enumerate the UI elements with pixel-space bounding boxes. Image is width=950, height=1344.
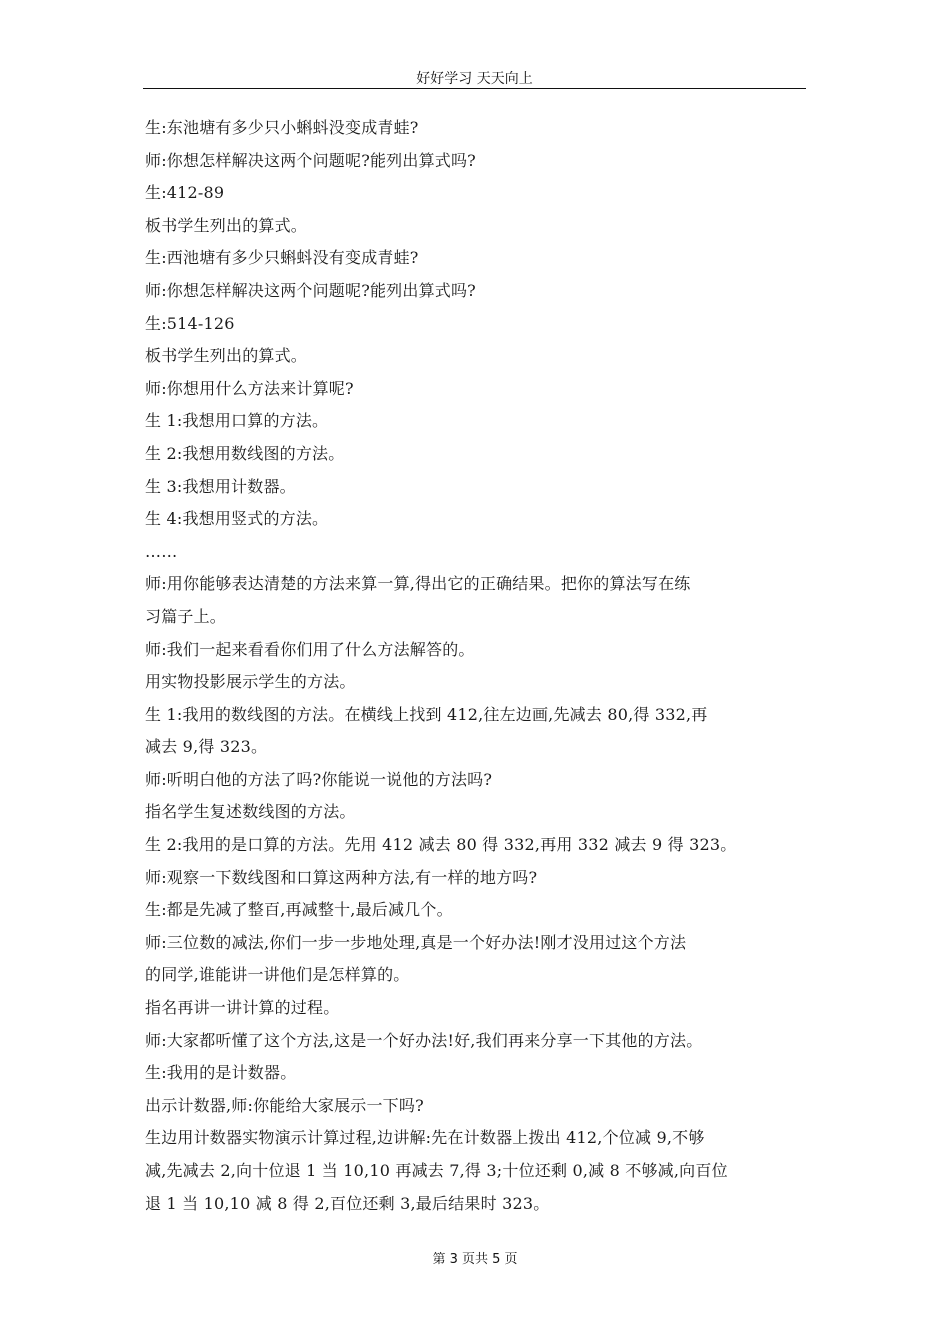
text-line: 生:514-126 — [145, 313, 235, 333]
text-line: 师:听明白他的方法了吗?你能说一说他的方法吗? — [145, 769, 493, 789]
text-line: 师:你想用什么方法来计算呢? — [145, 378, 354, 398]
page-number: 第 3 页共 5 页 — [432, 1252, 518, 1267]
text-line: 习篇子上。 — [145, 606, 227, 626]
text-line: 的同学,谁能讲一讲他们是怎样算的。 — [145, 965, 410, 985]
text-line: 生:412-89 — [145, 183, 225, 203]
text-line: 减,先减去 2,向十位退 1 当 10,10 再减去 7,得 3;十位还剩 0,减 8 不够减,向百位 — [145, 1161, 728, 1180]
page-header: 好好学习 天天向上 — [416, 71, 533, 87]
text-line: 生:西池塘有多少只蝌蚪没有变成青蛙? — [145, 248, 419, 268]
text-line: 生:都是先减了整百,再减整十,最后减几个。 — [145, 900, 453, 920]
text-line: 师:你想怎样解决这两个问题呢?能列出算式吗? — [145, 150, 476, 170]
text-line: 生 1:我想用口算的方法。 — [145, 411, 329, 431]
text-line: 师:观察一下数线图和口算这两种方法,有一样的地方吗? — [145, 867, 538, 887]
text-line: 生 2:我想用数线图的方法。 — [145, 443, 345, 463]
text-line: 生:我用的是计数器。 — [145, 1063, 297, 1083]
text-line: 师:你想怎样解决这两个问题呢?能列出算式吗? — [145, 280, 476, 300]
text-line: 减去 9,得 323。 — [145, 737, 268, 757]
text-line: 生 4:我想用竖式的方法。 — [145, 509, 329, 529]
text-line: 退 1 当 10,10 减 8 得 2,百位还剩 3,最后结果时 323。 — [145, 1193, 550, 1213]
text-line: 指名学生复述数线图的方法。 — [145, 802, 356, 822]
text-line: 师:我们一起来看看你们用了什么方法解答的。 — [145, 639, 475, 659]
text-line: …… — [145, 541, 178, 561]
text-line: 板书学生列出的算式。 — [145, 215, 308, 235]
text-line: 生边用计数器实物演示计算过程,边讲解:先在计数器上拨出 412,个位减 9,不够 — [145, 1128, 705, 1148]
header-divider — [143, 88, 806, 89]
text-line: 师:用你能够表达清楚的方法来算一算,得出它的正确结果。把你的算法写在练 — [145, 574, 691, 594]
text-line: 板书学生列出的算式。 — [145, 346, 308, 366]
text-line: 用实物投影展示学生的方法。 — [145, 672, 356, 692]
text-line: 生 2:我用的是口算的方法。先用 412 减去 80 得 332,再用 332 减去 9 得 323。 — [145, 835, 737, 855]
text-line: 生 3:我想用计数器。 — [145, 476, 296, 496]
text-line: 师:大家都听懂了这个方法,这是一个好办法!好,我们再来分享一下其他的方法。 — [145, 1030, 703, 1050]
document-body — [145, 112, 810, 1220]
text-line: 生 1:我用的数线图的方法。在横线上找到 412,往左边画,先减去 80,得 332,再 — [145, 704, 708, 724]
text-line: 出示计数器,师:你能给大家展示一下吗? — [145, 1095, 424, 1115]
text-line: 师:三位数的减法,你们一步一步地处理,真是一个好办法!刚才没用过这个方法 — [145, 932, 687, 952]
text-line: 指名再讲一讲计算的过程。 — [145, 998, 340, 1018]
text-line: 生:东池塘有多少只小蝌蚪没变成青蛙? — [145, 118, 419, 137]
